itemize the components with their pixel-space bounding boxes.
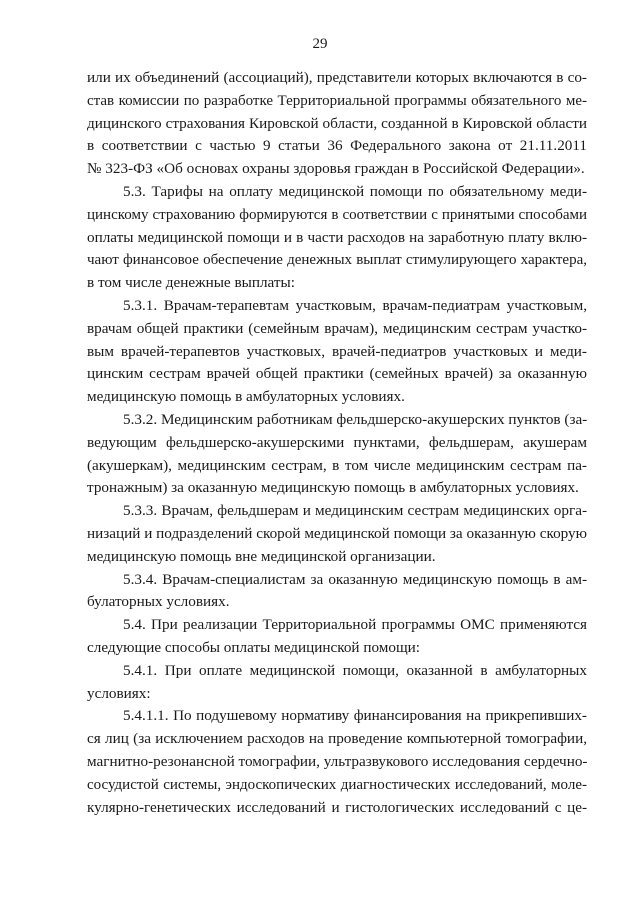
text-line: став комиссии по разработке Территориальной программы обязательного ме- [87, 92, 587, 109]
text-line: вым врачей-терапевтов участковых, врачей-педиатров участковых и меди- [87, 342, 587, 360]
body-text [87, 67, 587, 819]
text-line: условиях: [87, 684, 151, 702]
text-line: оплаты медицинской помощи и в части расходов на заработную плату вклю- [87, 228, 587, 246]
text-line: в том числе денежные выплаты: [87, 274, 295, 292]
text-line: (акушеркам), медицинским сестрам, в том числе медицинским сестрам па- [87, 456, 587, 474]
text-line: магнитно-резонансной томографии, ультразвукового исследования сердечно- [87, 752, 587, 770]
text-line: или их объединений (ассоциаций), представители которых включаются в со- [87, 69, 587, 86]
text-line: в соответствии с частью 9 статьи 36 Федерального закона от 21.11.2011 [87, 137, 587, 155]
text-line: медицинскую помощь вне медицинской организации. [87, 547, 436, 565]
text-line: кулярно-генетических исследований и гистологических исследований с це- [87, 798, 587, 816]
text-line: сосудистой системы, эндоскопических диагностических исследований, моле- [87, 776, 587, 793]
text-line: булаторных условиях. [87, 593, 230, 611]
text-line: врачам общей практики (семейным врачам), медицинским сестрам участко- [87, 319, 587, 337]
text-line: 5.4.1.1. По подушевому нормативу финансирования на прикрепивших- [123, 707, 587, 725]
text-line: цинскому страхованию формируются в соответствии с принятыми способами [87, 206, 587, 223]
text-line: 5.3.4. Врачам-специалистам за оказанную медицинскую помощь в ам- [123, 570, 587, 588]
text-line: низаций и подразделений скорой медицинской помощи за оказанную скорую [87, 524, 587, 542]
text-line: медицинскую помощь в амбулаторных условиях. [87, 388, 405, 406]
text-line: ведующим фельдшерско-акушерскими пунктами, фельдшерам, акушерам [87, 433, 587, 451]
text-line: 5.3.1. Врачам-терапевтам участковым, врачам-педиатрам участковым, [123, 296, 587, 314]
text-line: следующие способы оплаты медицинской помощи: [87, 638, 421, 656]
text-line: тронажным) за оказанную медицинскую помощь в амбулаторных условиях. [87, 479, 579, 497]
text-line: ся лиц (за исключением расходов на проведение компьютерной томографии, [87, 730, 587, 748]
text-line: цинским сестрам врачей общей практики (семейных врачей) за оказанную [87, 365, 587, 383]
text-line: 5.3.3. Врачам, фельдшерам и медицинским сестрам медицинских орга- [123, 502, 587, 520]
text-line: 5.4.1. При оплате медицинской помощи, оказанной в амбулаторных [123, 661, 587, 679]
text-line: 5.3. Тарифы на оплату медицинской помощи по обязательному меди- [123, 182, 587, 200]
text-line: чают финансовое обеспечение денежных выплат стимулирующего характера, [87, 252, 587, 269]
page-number: 29 [312, 36, 328, 52]
text-line: № 323-ФЗ «Об основах охраны здоровья граждан в Российской Федерации». [87, 160, 585, 178]
text-line: 5.3.2. Медицинским работникам фельдшерско-акушерских пунктов (за- [123, 410, 587, 428]
text-line: дицинского страхования Кировской области, созданной в Кировской области [87, 114, 587, 132]
text-line: 5.4. При реализации Территориальной программы ОМС применяются [123, 616, 587, 634]
